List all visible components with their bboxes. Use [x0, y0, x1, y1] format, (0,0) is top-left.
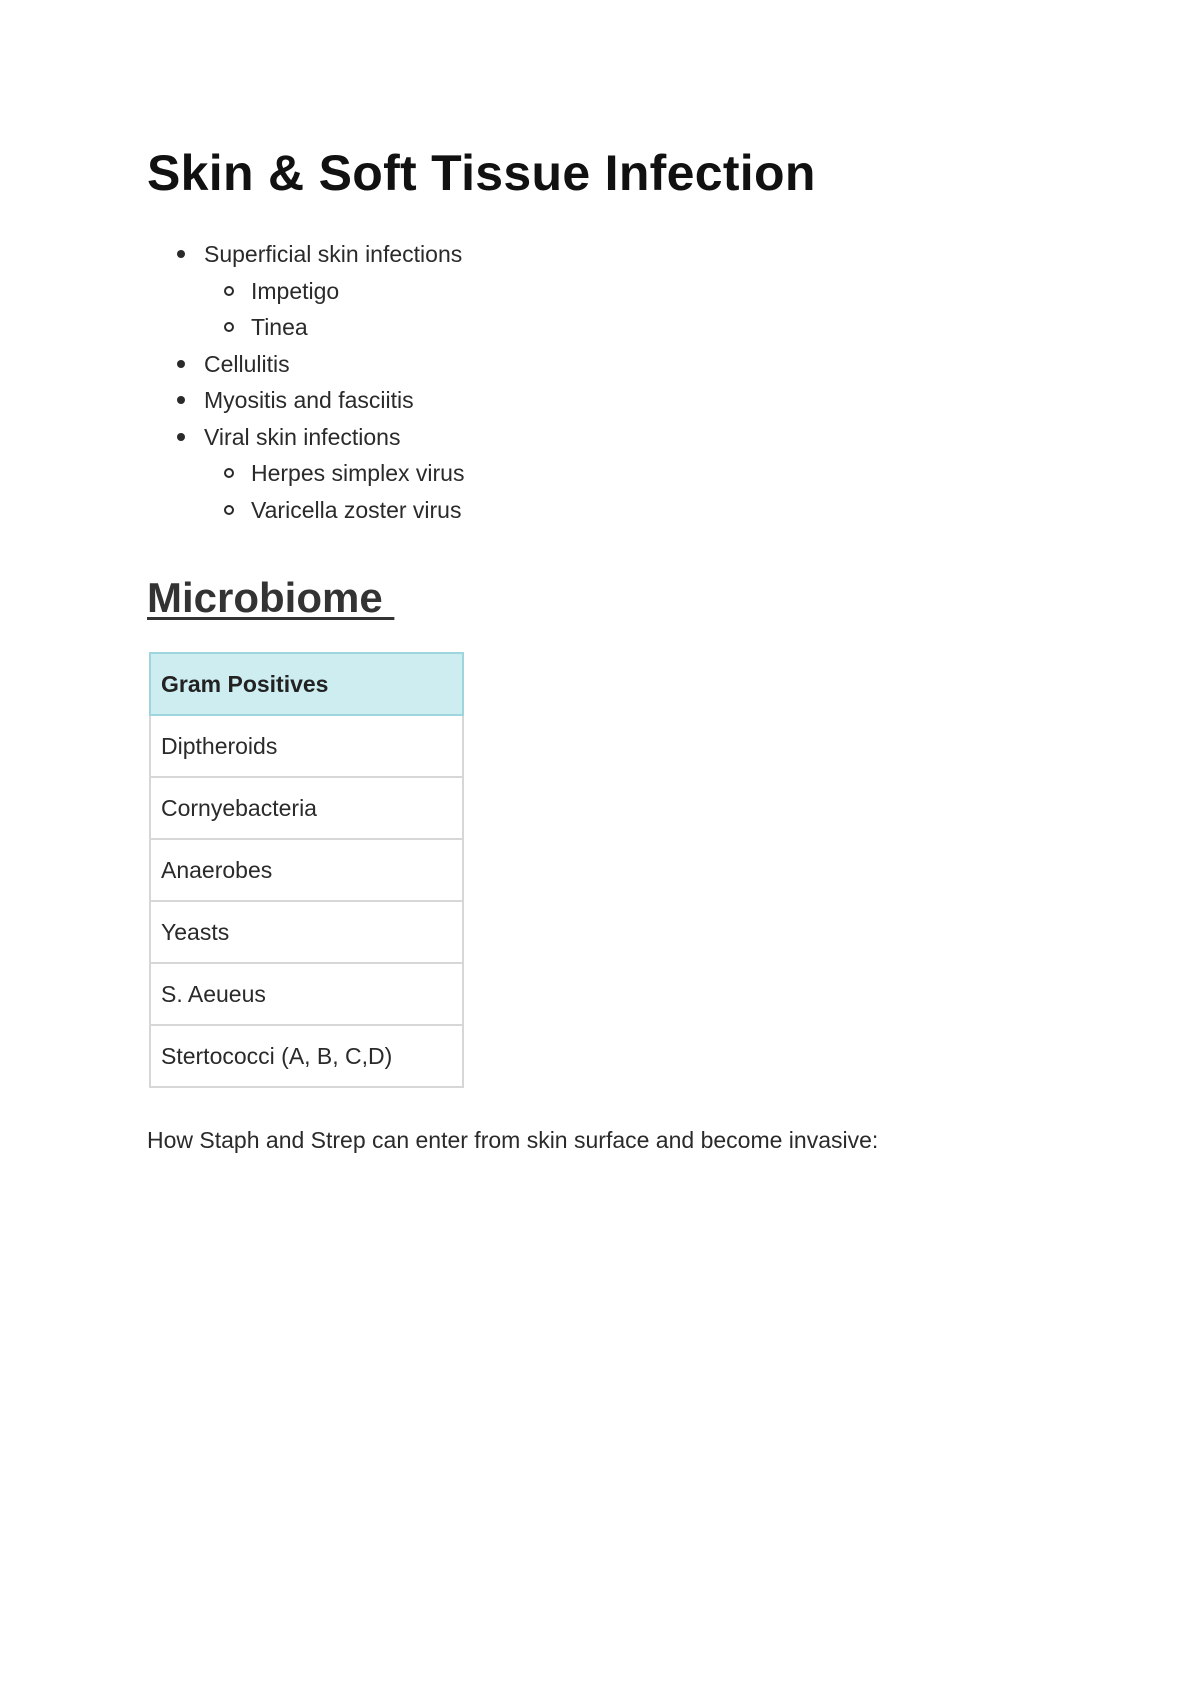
outline-item [147, 419, 464, 529]
table-row [150, 715, 463, 777]
bullet-disc-icon [177, 433, 185, 441]
outline-subitem [204, 492, 464, 529]
outline-item [147, 236, 464, 346]
outline-item [147, 382, 464, 419]
section-heading-microbiome: Microbiome [147, 574, 395, 621]
table-row [150, 839, 463, 901]
outline-item-label: Myositis and fasciitis [204, 387, 414, 413]
bullet-circle-icon [224, 468, 234, 478]
outline-sublist [204, 455, 464, 528]
outline-subitem-label: Varicella zoster virus [251, 496, 462, 523]
outline-subitem-label: Herpes simplex virus [251, 460, 465, 486]
table-cell: Yeasts [150, 901, 463, 963]
table-row [150, 777, 463, 839]
outline-subitem [204, 273, 464, 310]
outline-item-label: Viral skin infections [204, 423, 401, 450]
outline-item-label: Cellulitis [204, 350, 290, 377]
body-paragraph: How Staph and Strep can enter from skin surface and become invasive: [147, 1127, 879, 1153]
bullet-disc-icon [177, 360, 185, 368]
table-row [150, 901, 463, 963]
table-row [150, 1025, 463, 1087]
outline-item [147, 346, 464, 383]
bullet-circle-icon [224, 286, 234, 296]
outline-subitem [204, 309, 464, 346]
bullet-disc-icon [177, 250, 185, 258]
outline-item-label: Superficial skin infections [204, 241, 463, 267]
table-header-cell: Gram Positives [150, 653, 463, 715]
bullet-circle-icon [224, 505, 234, 515]
table-cell: Diptheroids [150, 715, 463, 777]
topic-outline [147, 236, 464, 528]
table-cell: S. Aeueus [150, 963, 463, 1025]
table-cell: Stertococci (A, B, C,D) [150, 1025, 463, 1087]
outline-subitem [204, 455, 464, 492]
table-cell: Anaerobes [150, 839, 463, 901]
microbiome-table [149, 652, 464, 1088]
table-row [150, 963, 463, 1025]
outline-sublist [204, 273, 464, 346]
outline-subitem-label: Tinea [251, 314, 308, 340]
bullet-disc-icon [177, 396, 185, 404]
bullet-circle-icon [224, 322, 234, 332]
page-title: Skin & Soft Tissue Infection [147, 145, 816, 201]
table-cell: Cornyebacteria [150, 777, 463, 839]
outline-subitem-label: Impetigo [251, 277, 340, 304]
table-header-row [150, 653, 463, 715]
